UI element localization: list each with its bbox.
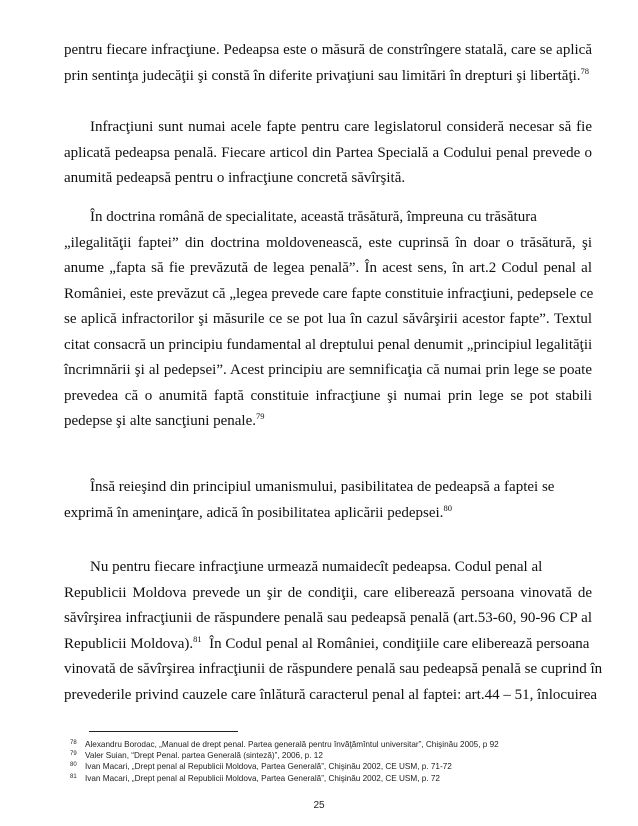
footnote-item [70, 749, 610, 760]
line-text: pedepse şi alte sancţiuni penale. [64, 413, 257, 429]
text-line [64, 256, 592, 282]
footnote-text: Alexandru Borodac, „Manual de drept penal. Partea generală pentru învăţămîntul universitar”, Chişinău 2005, p 92 [85, 740, 499, 749]
text-line [64, 64, 592, 90]
text-line [64, 606, 592, 632]
footnotes [70, 738, 610, 783]
paragraph-2 [64, 115, 592, 192]
text-line [64, 141, 592, 167]
footnote-text: Valer Suian, “Drept Penal. partea Generală (sinteză)”, 2006, p. 12 [85, 751, 323, 761]
line-text: Republicii Moldova prevede un şir de condiţii, care eliberează persoana vinovată de [64, 584, 592, 601]
paragraph-5 [64, 555, 603, 708]
line-text: aplicată pedeapsa penală. Fiecare articol din Partea Specială a Codului penal prevede o [64, 144, 592, 161]
footnote-number: 78 [70, 740, 77, 746]
footnote-item [70, 772, 610, 783]
footnote-item [70, 760, 610, 771]
footnote-reference[interactable]: 79 [256, 411, 265, 421]
line-text: anume „fapta să fie prevăzută de legea penală”. În acest sens, în art.2 Codul penal al [64, 260, 592, 276]
footnote-number: 81 [70, 773, 77, 780]
footnote-reference[interactable]: 78 [580, 65, 590, 76]
line-text: anumită pedeapsă pentru o infracţiune concretă săvîrşită. [64, 170, 406, 186]
footnote-separator [89, 731, 238, 732]
line-text: Însă reieşind din principiul umanismului, pasibilitatea de pedeapsă a faptei se [90, 479, 555, 495]
text-line [64, 683, 598, 709]
footnote-reference[interactable]: 81 [193, 633, 202, 644]
text-line [64, 475, 592, 501]
text-line [64, 307, 592, 333]
footnote-reference[interactable]: 80 [443, 502, 452, 513]
line-text: Republicii Moldova). [64, 635, 194, 652]
line-text: prin sentinţa judecăţii şi constă în diferite privaţiuni sau limitări în drepturi şi libertăţi. [64, 67, 581, 84]
page-number: 25 [313, 800, 325, 811]
text-line [64, 555, 592, 581]
line-text: Infracţiuni sunt numai acele fapte pentru care legislatorul consideră necesar să fie [90, 119, 592, 135]
line-text: încrimnării şi al pedepsei”. Acest principiu are semnificaţia că numai prin lege se poate [64, 362, 592, 378]
line-text: citat consacră un principiu fundamental al dreptului penal denumit „principiul legalităţii [64, 336, 593, 353]
text-line [64, 632, 592, 658]
paragraph-1 [64, 38, 592, 89]
line-text: prevedea că o anumită faptă constituie infracţiune şi numai prin lege se pot stabili [64, 387, 592, 404]
footnote-item [70, 738, 610, 749]
paragraph-3 [64, 205, 592, 435]
text-line [64, 358, 592, 384]
line-text: „ilegalităţii faptei” din doctrina moldovenească, este cuprinsă în doar o trăsătură, şi [64, 234, 592, 251]
footnote-number: 79 [70, 751, 77, 758]
footnote-text: Ivan Macari, „Drept penal al Republicii Moldova, Partea Generală”, Chişinău 2002, CE USM, p. 72 [85, 773, 440, 783]
paragraph-4 [64, 475, 592, 526]
text-line [64, 205, 592, 231]
text-line [64, 115, 592, 141]
text-line [64, 657, 603, 683]
line-text: României, este prevăzut că „legea prevede care fapte constituie infracţiuni, pedepsele ce [64, 285, 594, 302]
line-text: prevederile privind cauzele care înlătură caracterul penal al faptei: art.44 – 51, înlocuirea [64, 686, 598, 703]
text-line [64, 501, 592, 527]
line-text: vinovată de săvîrşirea infracţiunii de răspundere penală sau pedeapsă penală se cuprind în [64, 661, 603, 677]
line-text-continuation: În Codul penal al României, condiţiile care eliberează persoana [201, 635, 590, 652]
text-line [64, 166, 592, 192]
line-text: Nu pentru fiecare infracţiune urmează numaidecît pedeapsa. Codul penal al [90, 559, 543, 575]
text-line [64, 333, 592, 359]
footnote-text: Ivan Macari, „Drept penal al Republicii Moldova, Partea Generală”, Chişinău 2002, CE USM, p. 71-72 [85, 762, 452, 772]
line-text: În doctrina română de specialitate, această trăsătură, împreuna cu trăsătura [90, 209, 537, 225]
line-text: săvîrşirea infracţiunii de răspundere penală sau pedeapsă penală (art.53-60, 90-96 CP al [64, 610, 592, 626]
line-text: pentru fiecare infracţiune. Pedeapsa este o măsură de constrîngere statală, care se aplică [64, 42, 592, 58]
footnote-number: 80 [70, 762, 77, 769]
text-line [64, 38, 592, 64]
text-line [64, 231, 592, 257]
text-line [64, 409, 592, 435]
line-text: exprimă în ameninţare, adică în posibilitatea aplicării pedepsei. [64, 504, 444, 521]
text-line [64, 282, 592, 308]
text-line [64, 581, 592, 607]
text-line [64, 384, 592, 410]
line-text: se aplică infractorilor şi măsurile ce se pot lua în cazul săvârşirii acestor fapte”. Textul [64, 311, 592, 327]
